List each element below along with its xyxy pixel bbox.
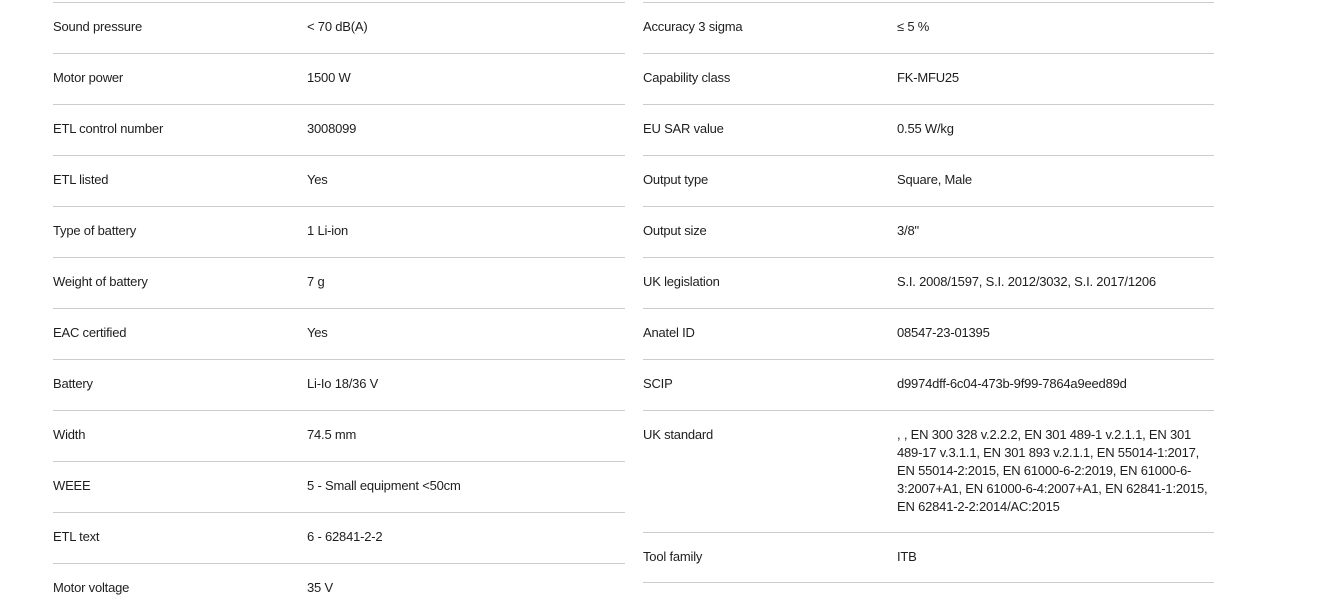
spec-table-right-column bbox=[643, 2, 1214, 583]
spec-value: ITB bbox=[897, 549, 917, 564]
spec-value: 74.5 mm bbox=[307, 427, 357, 442]
spec-label: Capability class bbox=[643, 70, 731, 85]
spec-row-weight-of-battery bbox=[53, 257, 625, 308]
spec-row-weee bbox=[53, 461, 625, 512]
spec-row-anatel-id bbox=[643, 308, 1214, 359]
spec-value: Li-Io 18/36 V bbox=[307, 376, 379, 391]
spec-label: ETL text bbox=[53, 529, 100, 544]
spec-value: ≤ 5 % bbox=[897, 19, 930, 34]
spec-value: Yes bbox=[307, 325, 328, 340]
spec-value: Square, Male bbox=[897, 172, 972, 187]
spec-label: WEEE bbox=[53, 478, 91, 493]
spec-label: Motor voltage bbox=[53, 580, 130, 595]
spec-value: S.I. 2008/1597, S.I. 2012/3032, S.I. 2017/1206 bbox=[897, 274, 1156, 289]
spec-label: EAC certified bbox=[53, 325, 127, 340]
spec-value: 08547-23-01395 bbox=[897, 325, 990, 340]
spec-row-sound-pressure bbox=[53, 2, 625, 53]
spec-label: Weight of battery bbox=[53, 274, 148, 289]
spec-value: Yes bbox=[307, 172, 328, 187]
spec-row-motor-power bbox=[53, 53, 625, 104]
spec-row-tool-family bbox=[643, 532, 1214, 583]
spec-label: Motor power bbox=[53, 70, 124, 85]
spec-label: Type of battery bbox=[53, 223, 136, 238]
spec-row-capability-class bbox=[643, 53, 1214, 104]
spec-row-etl-listed bbox=[53, 155, 625, 206]
spec-row-etl-text bbox=[53, 512, 625, 563]
spec-row-accuracy-3-sigma bbox=[643, 2, 1214, 53]
spec-table-left-column bbox=[53, 2, 625, 609]
spec-label: UK legislation bbox=[643, 274, 720, 289]
spec-label: EU SAR value bbox=[643, 121, 724, 136]
spec-row-eu-sar-value bbox=[643, 104, 1214, 155]
spec-value: < 70 dB(A) bbox=[307, 19, 368, 34]
spec-value: 1 Li-ion bbox=[307, 223, 349, 238]
spec-value: 3008099 bbox=[307, 121, 357, 136]
spec-label: Sound pressure bbox=[53, 19, 142, 34]
spec-row-eac-certified bbox=[53, 308, 625, 359]
spec-row-scip bbox=[643, 359, 1214, 410]
spec-row-etl-control-number bbox=[53, 104, 625, 155]
spec-label: Tool family bbox=[643, 549, 703, 564]
spec-label: ETL listed bbox=[53, 172, 109, 187]
spec-row-output-type bbox=[643, 155, 1214, 206]
spec-label: SCIP bbox=[643, 376, 673, 391]
spec-row-type-of-battery bbox=[53, 206, 625, 257]
spec-row-output-size bbox=[643, 206, 1214, 257]
spec-value: 7 g bbox=[307, 274, 325, 289]
spec-label: Output type bbox=[643, 172, 709, 187]
spec-value: 3/8" bbox=[897, 223, 919, 238]
spec-row-uk-standard bbox=[643, 410, 1214, 532]
spec-row-uk-legislation bbox=[643, 257, 1214, 308]
spec-value: FK-MFU25 bbox=[897, 70, 959, 85]
spec-value: 1500 W bbox=[307, 70, 351, 85]
spec-row-motor-voltage bbox=[53, 563, 625, 609]
spec-label: Width bbox=[53, 427, 86, 442]
spec-label: Anatel ID bbox=[643, 325, 695, 340]
spec-label: UK standard bbox=[643, 427, 714, 442]
spec-value: 5 - Small equipment <50cm bbox=[307, 478, 461, 493]
spec-value: 6 - 62841-2-2 bbox=[307, 529, 383, 544]
spec-label: Output size bbox=[643, 223, 707, 238]
spec-label: Accuracy 3 sigma bbox=[643, 19, 743, 34]
spec-row-width bbox=[53, 410, 625, 461]
spec-row-battery bbox=[53, 359, 625, 410]
spec-value: , , EN 300 328 v.2.2.2, EN 301 489-1 v.2.1.1, EN 301 489-17 v.3.1.1, EN 301 893 v.2.1.1, EN 55014-1:2017, EN 55014-2:2015, EN 61000-6-2:2019, EN 61000-6-3:2007+A1, EN 61000-6-4:2007+A1, EN 62841-1:2015, EN 62841-2-2:2014/AC:2015 bbox=[897, 427, 1208, 514]
spec-value: 35 V bbox=[307, 580, 333, 595]
spec-label: Battery bbox=[53, 376, 93, 391]
spec-value: d9974dff-6c04-473b-9f99-7864a9eed89d bbox=[897, 376, 1127, 391]
spec-label: ETL control number bbox=[53, 121, 164, 136]
spec-value: 0.55 W/kg bbox=[897, 121, 954, 136]
